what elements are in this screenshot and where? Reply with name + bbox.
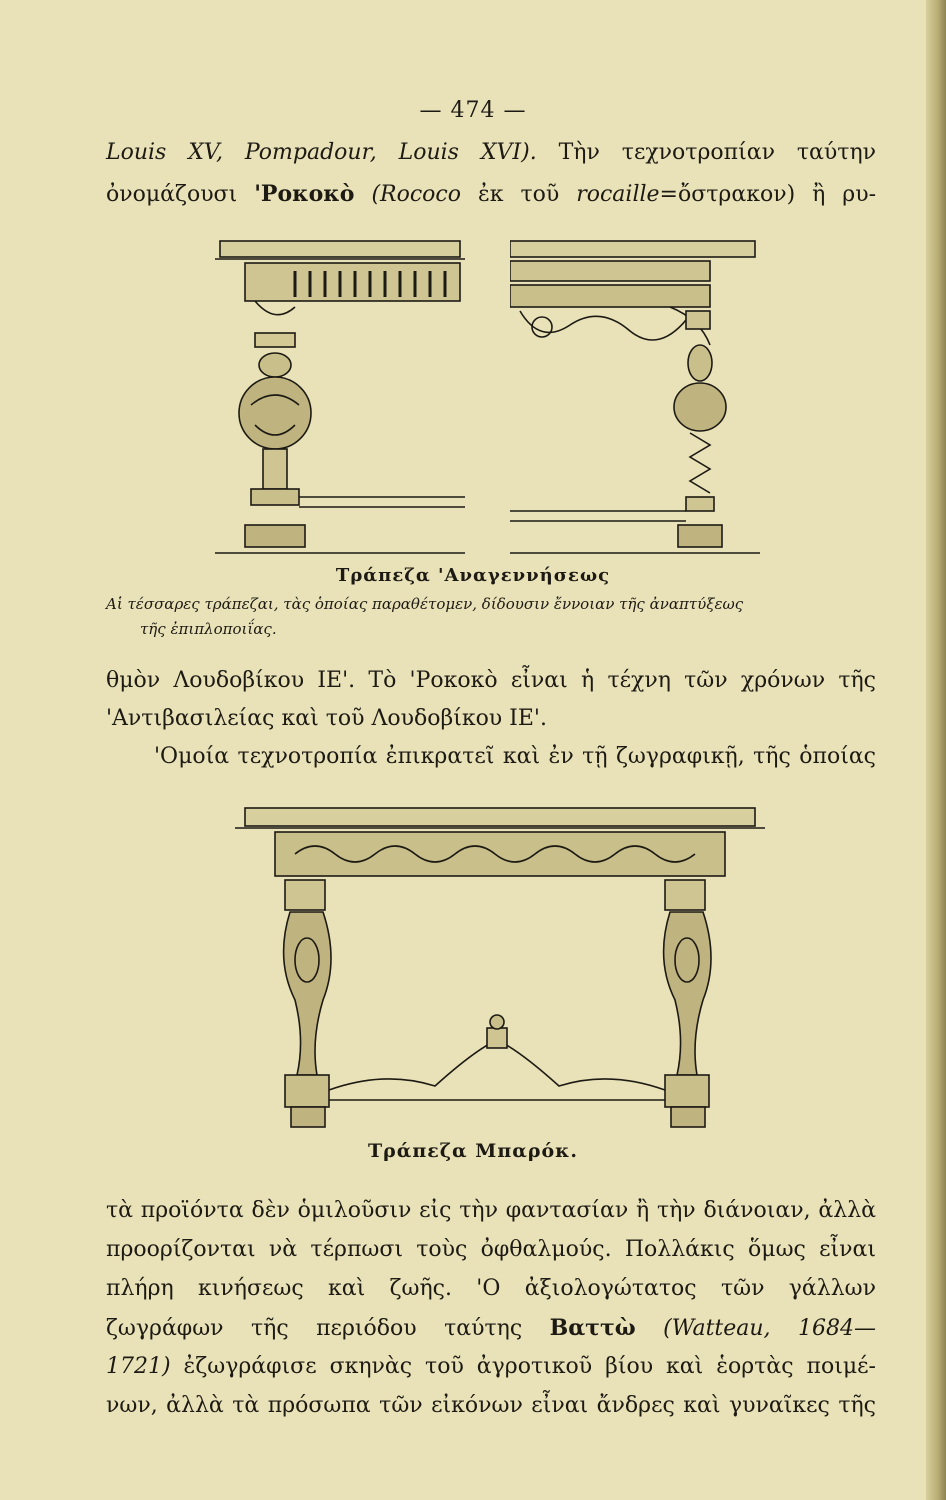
text-line-1	[106, 140, 876, 165]
text-span: =ὄστρακον) ἢ ρυ-	[659, 182, 876, 207]
text-bold-watteau: Βαττὼ	[549, 1315, 636, 1341]
text-line-11: νων, ἀλλὰ τὰ πρόσωπα τῶν εἰκόνων εἶναι ἄνδρες καὶ γυναῖκες τῆς	[106, 1393, 876, 1418]
text-span: ἐκ τοῦ	[477, 182, 560, 207]
text-line-2	[106, 181, 876, 207]
text-span: ὀνομάζουσι	[106, 182, 238, 207]
text-line-5: 'Ομοία τεχνοτροπία ἐπικρατεῖ καὶ ἐν τῇ ζωγραφικῇ, τῆς ὁποίας	[154, 744, 876, 769]
text-line-3: θμὸν Λουδοβίκου ΙΕ'. Τὸ 'Ροκοκὸ εἶναι ἡ τέχνη τῶν χρόνων τῆς	[106, 668, 876, 693]
renaissance-table-right-illustration	[510, 235, 760, 555]
text-line-10	[106, 1354, 876, 1379]
text-italic: (Watteau, 1684—	[663, 1316, 876, 1341]
page-number: — 474 —	[419, 98, 527, 123]
text-span: ζωγράφων τῆς περιόδου ταύτης	[106, 1316, 523, 1341]
text-italic: 1721)	[106, 1354, 171, 1379]
baroque-table-illustration	[235, 800, 765, 1135]
text-italic: (Rococo	[371, 182, 461, 207]
text-line-9	[106, 1315, 876, 1341]
text-line-6: τὰ προϊόντα δὲν ὁμιλοῦσιν εἰς τὴν φαντασίαν ἢ τὴν διάνοιαν, ἀλλὰ	[106, 1198, 876, 1223]
renaissance-table-left-illustration	[215, 235, 465, 555]
figure2-title: Τράπεζα Μπαρόκ.	[367, 1140, 579, 1162]
text-line-8: πλήρη κινήσεως καὶ ζωῆς. 'Ο ἀξιολογώτατος τῶν γάλλων	[106, 1276, 876, 1301]
text-line-4: 'Αντιβασιλείας καὶ τοῦ Λουδοβίκου ΙΕ'.	[106, 706, 547, 731]
text-span: ἐζωγράφισε σκηνὰς τοῦ ἀγροτικοῦ βίου καὶ ἑορτὰς ποιμέ-	[183, 1354, 876, 1379]
text-line-7: προορίζονται νὰ τέρπωσι τοὺς ὀφθαλμούς. Πολλάκις ὅμως εἶναι	[106, 1237, 876, 1262]
text-bold-rococo: 'Ροκοκὸ	[254, 181, 355, 207]
text-italic: rocaille	[576, 182, 660, 207]
figure1-title: Τράπεζα 'Αναγεννήσεως	[335, 565, 611, 586]
page-edge	[926, 0, 946, 1500]
text-italic-names: Louis XV, Pompadour, Louis XVI).	[106, 140, 537, 165]
text-span: Τὴν τεχνοτροπίαν ταύτην	[558, 140, 876, 165]
figure1-caption-line-2: τῆς ἐπιπλοποιΐας.	[140, 620, 277, 638]
figure1-caption-line-1: Αἱ τέσσαρες τράπεζαι, τὰς ὁποίας παραθέτομεν, δίδουσιν ἔννοιαν τῆς ἀναπτύξεως	[106, 595, 744, 613]
